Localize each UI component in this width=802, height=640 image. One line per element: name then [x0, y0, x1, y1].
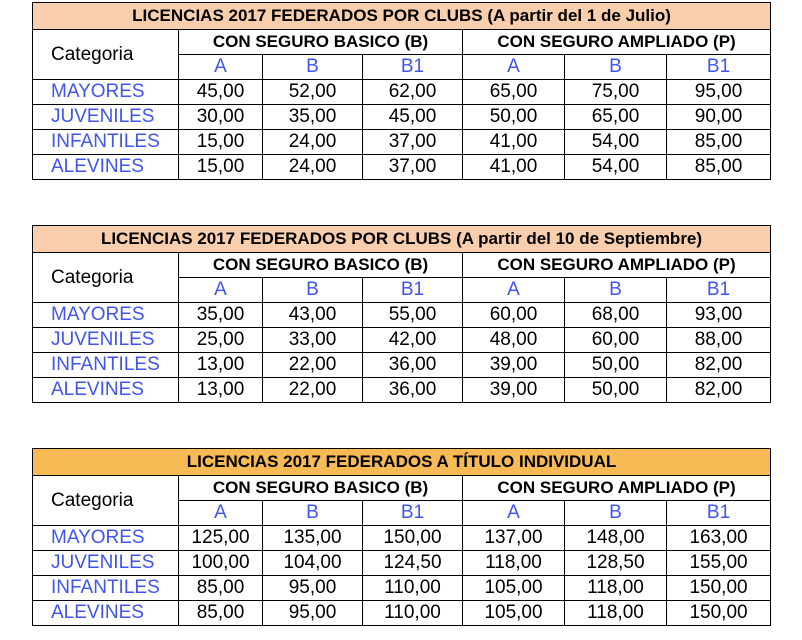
table-row [33, 576, 771, 601]
price-cell: 60,00 [565, 328, 667, 353]
price-cell: 36,00 [363, 378, 463, 403]
table-row [33, 378, 771, 403]
sub-header: A [463, 501, 565, 526]
price-cell: 13,00 [179, 353, 263, 378]
price-cell: 104,00 [263, 551, 363, 576]
table-row [33, 328, 771, 353]
group-header-row [33, 476, 771, 501]
price-cell: 95,00 [263, 576, 363, 601]
table-row [33, 105, 771, 130]
table-title: LICENCIAS 2017 FEDERADOS POR CLUBS (A partir del 1 de Julio) [33, 3, 771, 30]
price-cell: 110,00 [363, 601, 463, 626]
sub-header: B [263, 501, 363, 526]
table-row [33, 526, 771, 551]
price-cell: 25,00 [179, 328, 263, 353]
table-title-row [33, 226, 771, 253]
table-row [33, 353, 771, 378]
price-cell: 54,00 [565, 155, 667, 180]
table-row [33, 303, 771, 328]
sub-header: B [565, 501, 667, 526]
sub-header: B [263, 55, 363, 80]
price-cell: 163,00 [667, 526, 771, 551]
price-cell: 60,00 [463, 303, 565, 328]
extended-insurance-header: CON SEGURO AMPLIADO (P) [463, 30, 771, 55]
category-label: ALEVINES [33, 601, 179, 626]
category-label: MAYORES [33, 303, 179, 328]
price-cell: 155,00 [667, 551, 771, 576]
price-cell: 118,00 [463, 551, 565, 576]
categoria-header: Categoria [33, 30, 179, 80]
price-cell: 95,00 [263, 601, 363, 626]
category-label: INFANTILES [33, 130, 179, 155]
price-cell: 37,00 [363, 130, 463, 155]
table-row [33, 155, 771, 180]
sub-header: B [263, 278, 363, 303]
table-title: LICENCIAS 2017 FEDERADOS A TÍTULO INDIVIDUAL [33, 449, 771, 476]
price-cell: 35,00 [263, 105, 363, 130]
category-label: JUVENILES [33, 551, 179, 576]
price-cell: 85,00 [667, 130, 771, 155]
price-cell: 15,00 [179, 130, 263, 155]
price-cell: 137,00 [463, 526, 565, 551]
price-cell: 55,00 [363, 303, 463, 328]
price-cell: 88,00 [667, 328, 771, 353]
price-cell: 93,00 [667, 303, 771, 328]
price-cell: 50,00 [565, 353, 667, 378]
category-label: JUVENILES [33, 105, 179, 130]
sub-header: A [463, 55, 565, 80]
price-cell: 39,00 [463, 353, 565, 378]
price-cell: 54,00 [565, 130, 667, 155]
price-cell: 35,00 [179, 303, 263, 328]
basic-insurance-header: CON SEGURO BASICO (B) [179, 30, 463, 55]
price-cell: 150,00 [667, 601, 771, 626]
table-row [33, 80, 771, 105]
table-row [33, 551, 771, 576]
group-header-row [33, 253, 771, 278]
sub-header: B1 [667, 55, 771, 80]
group-header-row [33, 30, 771, 55]
basic-insurance-header: CON SEGURO BASICO (B) [179, 253, 463, 278]
price-cell: 118,00 [565, 601, 667, 626]
price-cell: 68,00 [565, 303, 667, 328]
price-cell: 128,50 [565, 551, 667, 576]
price-cell: 65,00 [565, 105, 667, 130]
price-cell: 50,00 [565, 378, 667, 403]
sub-header: A [179, 55, 263, 80]
category-label: JUVENILES [33, 328, 179, 353]
categoria-header: Categoria [33, 476, 179, 526]
price-cell: 90,00 [667, 105, 771, 130]
price-cell: 95,00 [667, 80, 771, 105]
sub-header: A [179, 278, 263, 303]
sub-header: B [565, 278, 667, 303]
price-cell: 105,00 [463, 601, 565, 626]
category-label: INFANTILES [33, 353, 179, 378]
price-cell: 24,00 [263, 130, 363, 155]
category-label: INFANTILES [33, 576, 179, 601]
price-cell: 50,00 [463, 105, 565, 130]
price-cell: 33,00 [263, 328, 363, 353]
category-label: MAYORES [33, 526, 179, 551]
price-cell: 22,00 [263, 353, 363, 378]
price-cell: 148,00 [565, 526, 667, 551]
price-cell: 45,00 [179, 80, 263, 105]
table-row [33, 130, 771, 155]
table-title-row [33, 3, 771, 30]
price-cell: 24,00 [263, 155, 363, 180]
category-label: ALEVINES [33, 155, 179, 180]
extended-insurance-header: CON SEGURO AMPLIADO (P) [463, 476, 771, 501]
price-cell: 52,00 [263, 80, 363, 105]
license-table-3 [32, 448, 771, 626]
sub-header: A [179, 501, 263, 526]
price-cell: 135,00 [263, 526, 363, 551]
price-cell: 62,00 [363, 80, 463, 105]
price-cell: 85,00 [179, 601, 263, 626]
price-cell: 39,00 [463, 378, 565, 403]
price-cell: 100,00 [179, 551, 263, 576]
price-cell: 85,00 [667, 155, 771, 180]
categoria-header: Categoria [33, 253, 179, 303]
sub-header: A [463, 278, 565, 303]
price-cell: 37,00 [363, 155, 463, 180]
license-table-2 [32, 225, 771, 403]
price-cell: 15,00 [179, 155, 263, 180]
sub-header: B1 [363, 278, 463, 303]
price-cell: 150,00 [667, 576, 771, 601]
price-cell: 43,00 [263, 303, 363, 328]
price-cell: 82,00 [667, 378, 771, 403]
license-table-1 [32, 2, 771, 180]
price-cell: 41,00 [463, 130, 565, 155]
table-title-row [33, 449, 771, 476]
price-cell: 82,00 [667, 353, 771, 378]
price-cell: 41,00 [463, 155, 565, 180]
category-label: ALEVINES [33, 378, 179, 403]
sub-header: B [565, 55, 667, 80]
sub-header: B1 [363, 55, 463, 80]
price-cell: 150,00 [363, 526, 463, 551]
sub-header: B1 [667, 278, 771, 303]
price-cell: 30,00 [179, 105, 263, 130]
price-cell: 48,00 [463, 328, 565, 353]
price-cell: 13,00 [179, 378, 263, 403]
sub-header: B1 [667, 501, 771, 526]
price-cell: 75,00 [565, 80, 667, 105]
basic-insurance-header: CON SEGURO BASICO (B) [179, 476, 463, 501]
price-cell: 118,00 [565, 576, 667, 601]
price-cell: 85,00 [179, 576, 263, 601]
extended-insurance-header: CON SEGURO AMPLIADO (P) [463, 253, 771, 278]
price-cell: 42,00 [363, 328, 463, 353]
table-row [33, 601, 771, 626]
price-cell: 124,50 [363, 551, 463, 576]
price-cell: 45,00 [363, 105, 463, 130]
table-title: LICENCIAS 2017 FEDERADOS POR CLUBS (A partir del 10 de Septiembre) [33, 226, 771, 253]
price-cell: 110,00 [363, 576, 463, 601]
price-cell: 36,00 [363, 353, 463, 378]
price-cell: 65,00 [463, 80, 565, 105]
price-cell: 22,00 [263, 378, 363, 403]
sub-header: B1 [363, 501, 463, 526]
price-cell: 125,00 [179, 526, 263, 551]
price-cell: 105,00 [463, 576, 565, 601]
category-label: MAYORES [33, 80, 179, 105]
